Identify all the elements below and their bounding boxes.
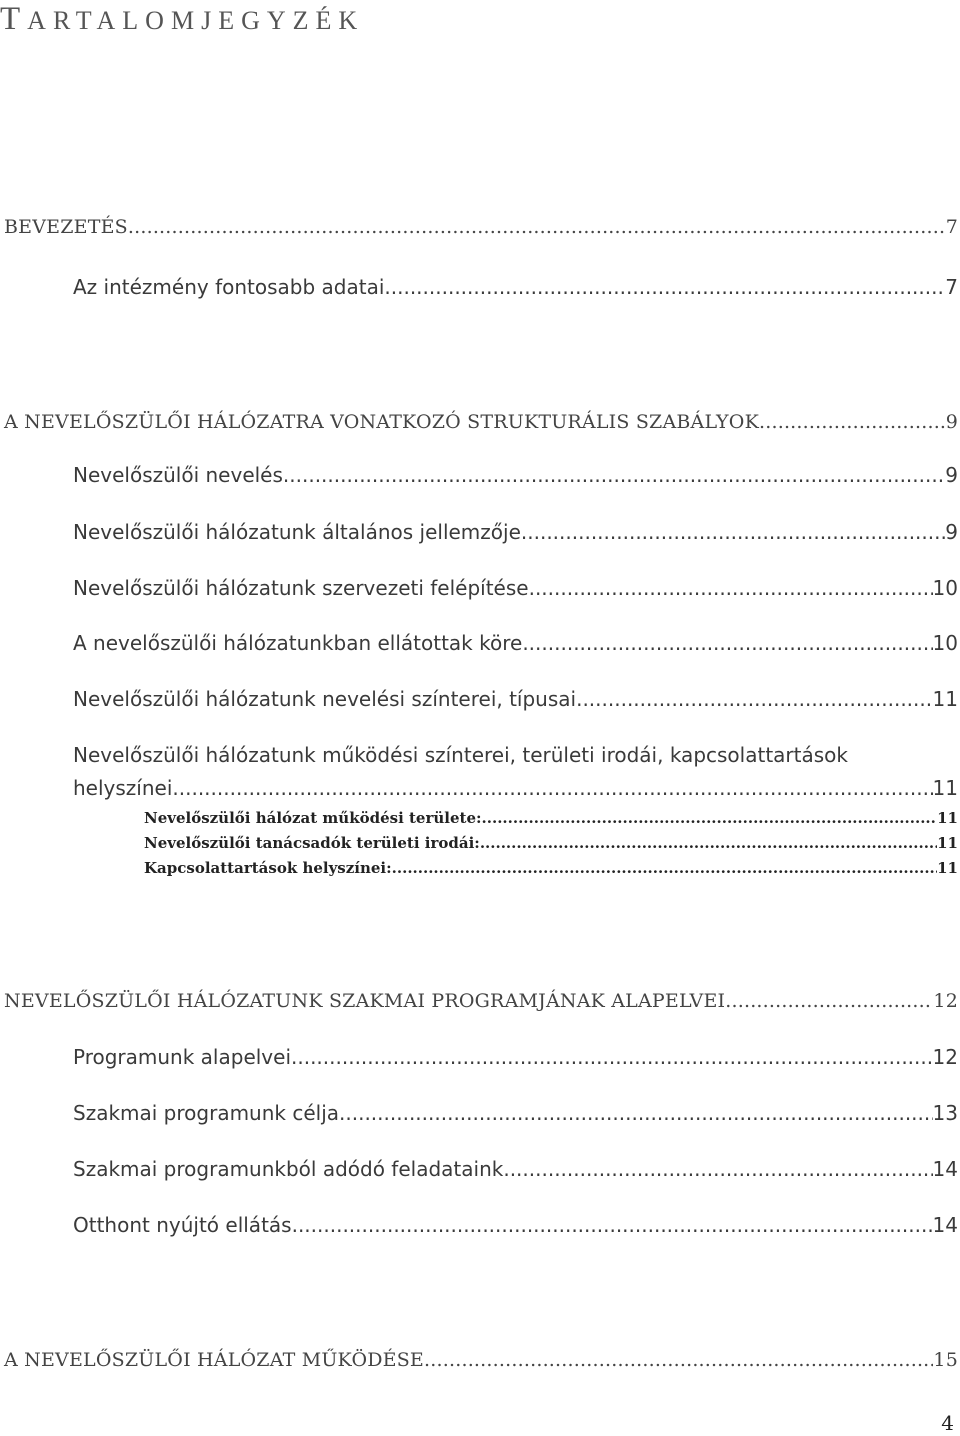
toc-entry-label: A NEVELŐSZÜLŐI HÁLÓZAT MŰKÖDÉSE [4,1349,425,1371]
toc-entry-page: 11 [937,809,958,827]
dot-leader [291,1040,933,1074]
toc-entry-label: Nevelőszülői hálózat működési területe: [144,809,482,827]
dot-leader [384,270,945,304]
toc-entry-page: 14 [932,1213,958,1237]
dot-leader [503,1152,932,1186]
toc-entry-halozat-mukodese[interactable] [4,1342,958,1378]
toc-entry-szakmai-program-alapelvei[interactable] [4,983,958,1019]
dot-leader [172,771,932,805]
toc-entry-label: Otthont nyújtó ellátás [73,1213,292,1237]
toc-entry-bevezetes[interactable] [4,209,958,245]
toc-entry-altalanos-jellemzo[interactable] [73,515,958,549]
dot-leader [339,1096,933,1130]
toc-entry-label: Szakmai programunk célja [73,1101,340,1125]
toc-entry-label: Az intézmény fontosabb adatai [73,275,385,299]
toc-entry-mukodesi-szinterei[interactable] [73,771,958,805]
toc-entry-label: A nevelőszülői hálózatunkban ellátottak köre [73,631,523,655]
toc-entry-page: 10 [932,576,958,600]
toc-entry-label: Nevelőszülői tanácsadók területi irodái: [144,834,480,852]
toc-entry-page: 7 [945,275,958,299]
dot-leader [283,458,945,492]
toc-entry-label: Nevelőszülői hálózatunk általános jellemzője [73,520,521,544]
toc-entry-label: Kapcsolattartások helyszínei: [144,859,392,877]
toc-entry-programunk-alapelvei[interactable] [73,1040,958,1074]
toc-entry-kapcsolattartasok-helyszinei[interactable] [144,856,958,880]
toc-entry-page: 12 [932,1045,958,1069]
toc-title-initial: T [0,1,28,37]
toc-title-rest: ARTALOMJEGYZÉK [27,6,365,35]
toc-entry-label: Nevelőszülői hálózatunk szervezeti felépítése [73,576,529,600]
toc-entry-page: 15 [933,1349,958,1371]
toc-entry-page: 12 [933,990,958,1012]
toc-entry-page: 13 [932,1101,958,1125]
toc-entry-label: Nevelőszülői nevelés [73,463,283,487]
toc-entry-page: 10 [932,631,958,655]
toc-entry-neveloszuloi-neveles[interactable] [73,458,958,492]
dot-leader [725,983,933,1019]
toc-entry-page: 11 [932,687,958,711]
toc-entry-page: 11 [932,776,958,800]
toc-entry-label: helyszínei [73,776,173,800]
page-number: 4 [941,1411,954,1435]
toc-entry-label: Szakmai programunkból adódó feladataink [73,1157,504,1181]
dot-leader [424,1342,933,1378]
toc-entry-teruleti-irodai[interactable] [144,831,958,855]
toc-entry-page: 9 [945,520,958,544]
dot-leader [482,806,938,830]
dot-leader [522,626,932,660]
toc-entry-szervezeti-felepites[interactable] [73,571,958,605]
toc-entry-ellatottak-kore[interactable] [73,626,958,660]
toc-entry-label: A NEVELŐSZÜLŐI HÁLÓZATRA VONATKOZÓ STRUKTURÁLIS SZABÁLYOK [4,411,759,433]
toc-entry-label: NEVELŐSZÜLŐI HÁLÓZATUNK SZAKMAI PROGRAMJÁNAK ALAPELVEI [4,990,726,1012]
dot-leader [521,515,945,549]
toc-entry-mukodesi-szinterei-line1[interactable]: Nevelőszülői hálózatunk működési színterei, területi irodái, kapcsolattartások [73,743,848,767]
toc-entry-otthont-nyujto-ellatas[interactable] [73,1208,958,1242]
toc-entry-strukturalis-szabalyok[interactable] [4,404,958,440]
toc-entry-label: Nevelőszülői hálózatunk nevelési színterei, típusai [73,687,577,711]
toc-entry-page: 9 [945,463,958,487]
toc-entry-adodo-feladataink[interactable] [73,1152,958,1186]
toc-entry-page: 14 [932,1157,958,1181]
toc-entry-page: 7 [945,216,958,238]
dot-leader [392,856,937,880]
dot-leader [128,209,946,245]
toc-entry-label: BEVEZETÉS [4,216,128,238]
dot-leader [759,404,946,440]
dot-leader [292,1208,933,1242]
toc-entry-label: Programunk alapelvei [73,1045,291,1069]
toc-entry-page: 11 [937,859,958,877]
toc-entry-mukodesi-terulete[interactable] [144,806,958,830]
toc-entry-page: 9 [945,411,958,433]
toc-entry-szakmai-programunk-celja[interactable] [73,1096,958,1130]
dot-leader [529,571,933,605]
dot-leader [576,682,932,716]
toc-title [0,0,960,40]
toc-entry-intezmeny-adatai[interactable] [73,270,958,304]
toc-entry-nevelesi-szinterei[interactable] [73,682,958,716]
dot-leader [480,831,937,855]
toc-entry-page: 11 [937,834,958,852]
